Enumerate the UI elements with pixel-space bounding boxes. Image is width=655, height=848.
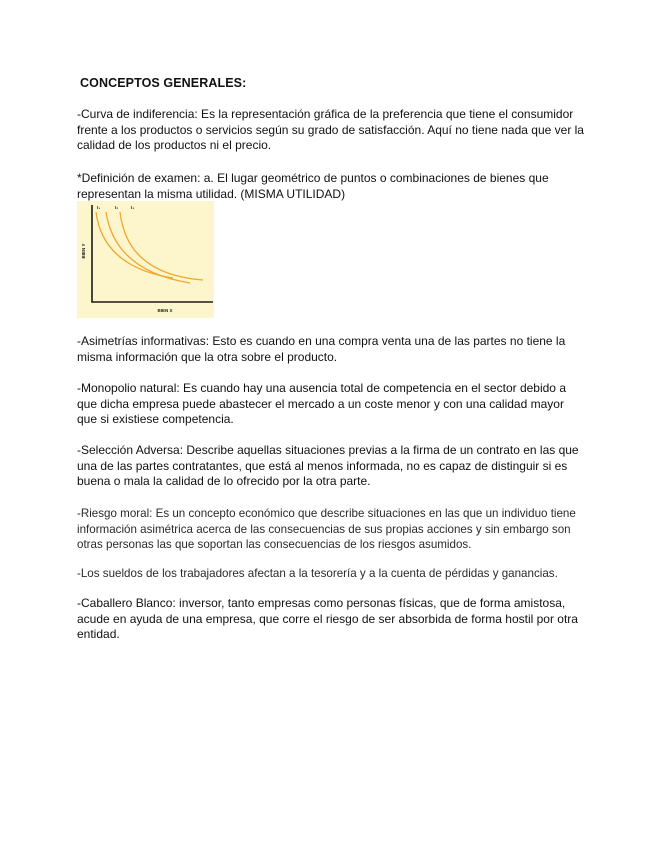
paragraph-monopolio: -Monopolio natural: Es cuando hay una ausencia total de competencia en el sector debido a que dicha empresa puede abastecer el mercado a un coste menor y con una calidad mayor que si existiese competencia. <box>77 381 566 426</box>
x-axis-label: BIEN X <box>157 308 173 313</box>
indifference-curve-3 <box>120 212 203 280</box>
curve-label-1: I₁ <box>97 205 101 210</box>
indifference-curve-figure <box>77 201 214 318</box>
paragraph-sueldos: -Los sueldos de los trabajadores afectan a la tesorería y a la cuenta de pérdidas y ganancias. <box>77 567 558 580</box>
paragraph-curva-indiferencia: -Curva de indiferencia: Es la representación gráfica de la preferencia que tiene el consumidor frente a los productos o servicios según su grado de satisfacción. Aquí no tiene nada que ver la calidad de los productos ni el precio. <box>77 107 584 152</box>
paragraph-definicion-examen: *Definición de examen: a. El lugar geométrico de puntos o combinaciones de bienes que representan la misma utilidad. (MISMA UTILIDAD) <box>77 171 549 201</box>
curve-label-3: I₃ <box>131 205 135 210</box>
indifference-curve-svg <box>77 201 214 318</box>
curve-label-2: I₂ <box>115 205 119 210</box>
y-axis-label: BIEN Y <box>81 243 86 259</box>
paragraph-seleccion-adversa: -Selección Adversa: Describe aquellas situaciones previas a la firma de un contrato en las que una de las partes contratantes, que está al menos informada, no es capaz de distinguir si es buena o mala la calidad de lo ofrecido por la otra parte. <box>77 443 579 488</box>
paragraph-asimetrias: -Asimetrías informativas: Esto es cuando en una compra venta una de las partes no tiene la misma información que la otra sobre el producto. <box>77 334 566 364</box>
section-heading: CONCEPTOS GENERALES: <box>80 76 247 90</box>
paragraph-caballero-blanco: -Caballero Blanco: inversor, tanto empresas como personas físicas, que de forma amistosa, acude en ayuda de una empresa, que corre el riesgo de ser absorbida de forma hostil por otra entidad. <box>77 596 578 641</box>
paragraph-riesgo-moral: -Riesgo moral: Es un concepto económico que describe situaciones en las que un individuo tiene información asimétrica acerca de las consecuencias de sus propias acciones y sin embargo son otras personas las que soportan las consecuencias de los riesgos asumidos. <box>77 507 576 551</box>
